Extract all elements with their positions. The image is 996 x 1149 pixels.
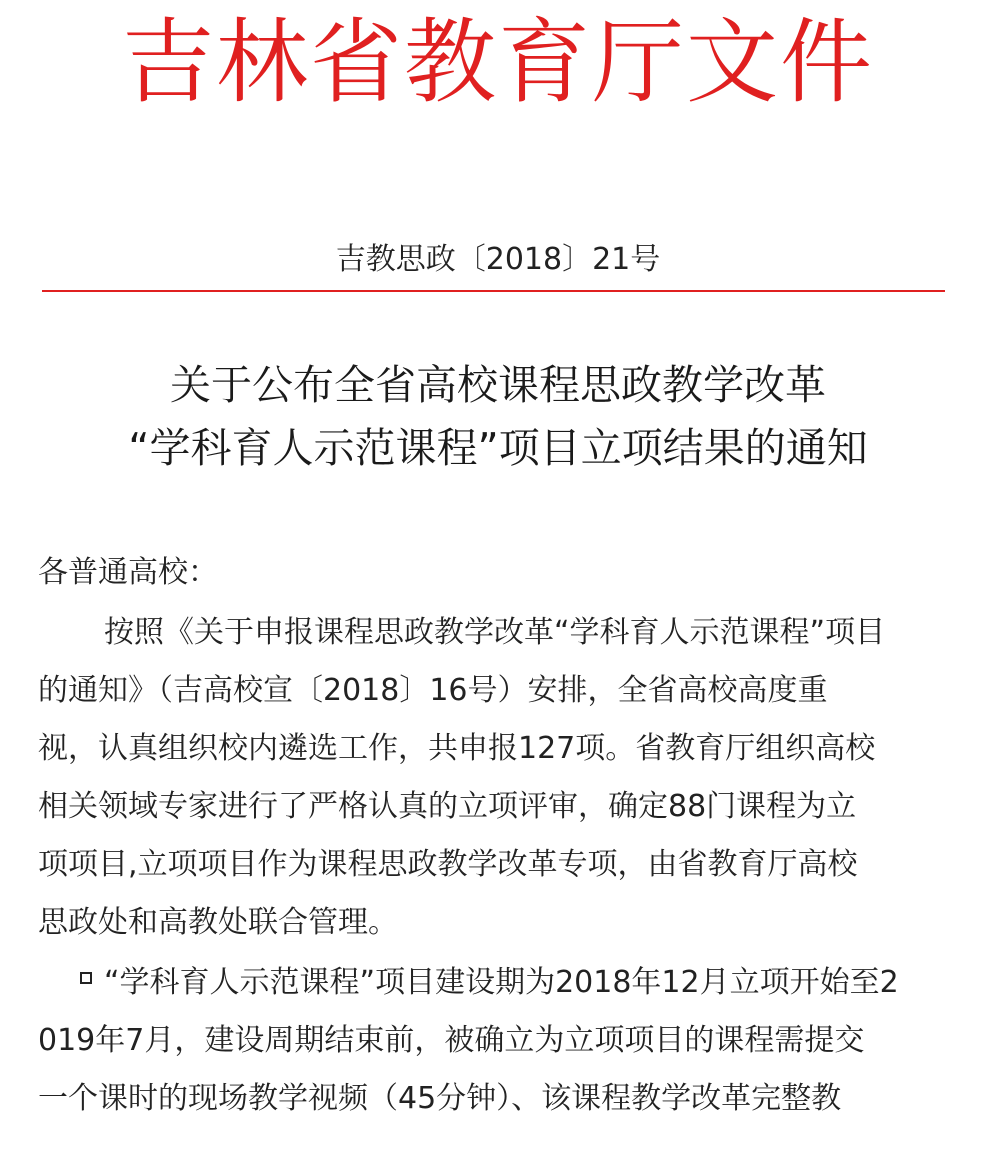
bullet-square-icon [80, 972, 92, 984]
paragraph-1-line: 项项目,立项项目作为课程思政教学改革专项，由省教育厅高校 [38, 847, 858, 882]
paragraph-1-line: 视，认真组织校内遴选工作，共申报127项。省教育厅组织高校 [38, 731, 876, 766]
salutation: 各普通高校： [38, 555, 218, 590]
paragraph-1-line: 的通知》（吉高校宣〔2018〕16号）安排，全省高校高度重 [38, 673, 828, 708]
notice-title-line-1: 关于公布全省高校课程思政教学改革 [170, 361, 826, 409]
paragraph-2-line: 一个课时的现场教学视频（45分钟）、该课程教学改革完整教 [38, 1081, 842, 1116]
paragraph-2-line: 019年7月，建设周期结束前，被确立为立项项目的课程需提交 [38, 1023, 865, 1058]
document-number: 吉教思政〔2018〕21号 [335, 242, 661, 277]
notice-title-line-2: “学科育人示范课程”项目立项结果的通知 [128, 424, 868, 472]
document-header-title: 吉林省教育厅文件 [121, 9, 874, 116]
paragraph-1-line: 按照《关于申报课程思政教学改革“学科育人示范课程”项目 [104, 615, 886, 650]
red-divider-line [42, 290, 945, 292]
paragraph-1-line: 思政处和高教处联合管理。 [38, 905, 398, 940]
paragraph-2-line: “学科育人示范课程”项目建设期为2018年12月立项开始至2 [104, 965, 899, 1000]
paragraph-1-line: 相关领域专家进行了严格认真的立项评审，确定88门课程为立 [38, 789, 857, 824]
